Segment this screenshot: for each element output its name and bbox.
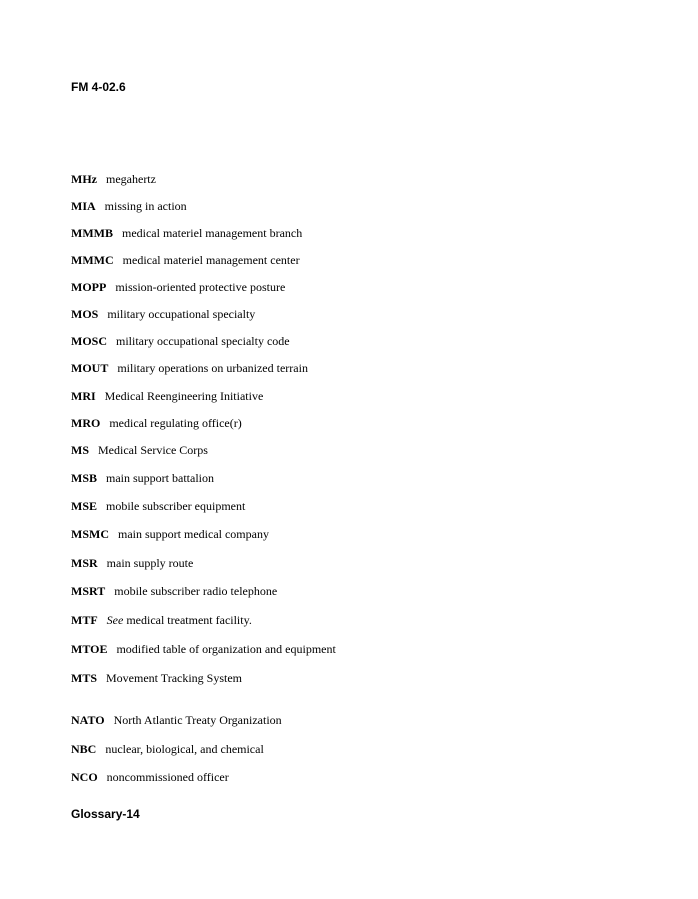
glossary-entry (71, 742, 264, 756)
glossary-definition: Medical Service Corps (98, 443, 208, 457)
glossary-entry (71, 416, 242, 430)
glossary-entry (71, 671, 242, 685)
glossary-term: MMMB (71, 226, 113, 240)
glossary-term: MS (71, 443, 89, 457)
glossary-entry (71, 199, 187, 213)
glossary-entry (71, 471, 214, 485)
glossary-definition: medical treatment facility. (126, 613, 252, 627)
glossary-term: MSB (71, 471, 98, 485)
glossary-definition: main supply route (106, 556, 194, 570)
glossary-entry (71, 527, 269, 541)
glossary-term: MRI (71, 389, 96, 403)
glossary-term: MIA (71, 199, 96, 213)
glossary-definition: military occupational specialty (107, 307, 256, 321)
glossary-term: NBC (71, 742, 97, 756)
glossary-definition: modified table of organization and equipment (116, 642, 336, 656)
glossary-definition: main support medical company (118, 527, 269, 541)
glossary-definition: military operations on urbanized terrain (117, 361, 308, 375)
glossary-term: MSMC (71, 527, 109, 541)
glossary-entry (71, 713, 282, 727)
glossary-entry (71, 556, 193, 570)
glossary-term: MRO (71, 416, 101, 430)
glossary-definition: Medical Reengineering Initiative (104, 389, 264, 403)
glossary-term: MOPP (71, 280, 107, 294)
glossary-definition: North Atlantic Treaty Organization (113, 713, 282, 727)
glossary-term: MSRT (71, 584, 106, 598)
glossary-entry (71, 307, 255, 321)
glossary-entry (71, 642, 336, 656)
glossary-term: MTS (71, 671, 98, 685)
glossary-entry (71, 253, 300, 267)
glossary-entry (71, 226, 302, 240)
glossary-definition: megahertz (106, 172, 156, 186)
glossary-term: NATO (71, 713, 105, 727)
glossary-term: MHz (71, 172, 97, 186)
glossary-term: MSR (71, 556, 98, 570)
glossary-term: MOUT (71, 361, 109, 375)
glossary-entry (71, 584, 277, 598)
glossary-entry (71, 334, 290, 348)
see-reference: See (106, 613, 124, 627)
glossary-definition: medical materiel management center (122, 253, 300, 267)
glossary-definition: medical materiel management branch (121, 226, 303, 240)
glossary-entry (71, 280, 285, 294)
glossary-term: MOS (71, 307, 99, 321)
glossary-definition: mission-oriented protective posture (115, 280, 286, 294)
glossary-definition: medical regulating office(r) (109, 416, 242, 430)
glossary-definition: main support battalion (106, 471, 214, 485)
glossary-term: MTOE (71, 642, 108, 656)
glossary-definition: mobile subscriber equipment (106, 499, 246, 513)
glossary-definition: missing in action (104, 199, 187, 213)
glossary-term: NCO (71, 770, 98, 784)
glossary-entry (71, 499, 245, 513)
page-header: FM 4-02.6 (71, 80, 126, 94)
glossary-entry (71, 361, 308, 375)
page-footer: Glossary-14 (71, 807, 140, 821)
glossary-term: MSE (71, 499, 98, 513)
glossary-definition: military occupational specialty code (116, 334, 290, 348)
glossary-entry (71, 389, 263, 403)
glossary-entry (71, 172, 156, 186)
glossary-definition: mobile subscriber radio telephone (114, 584, 278, 598)
glossary-term: MTF (71, 613, 98, 627)
glossary-definition: nuclear, biological, and chemical (105, 742, 264, 756)
glossary-entry (71, 443, 208, 457)
glossary-definition-see (107, 613, 252, 627)
glossary-entry (71, 613, 252, 627)
glossary-term: MOSC (71, 334, 107, 348)
glossary-entry (71, 770, 229, 784)
glossary-definition: noncommissioned officer (106, 770, 229, 784)
glossary-definition: Movement Tracking System (106, 671, 243, 685)
glossary-term: MMMC (71, 253, 114, 267)
